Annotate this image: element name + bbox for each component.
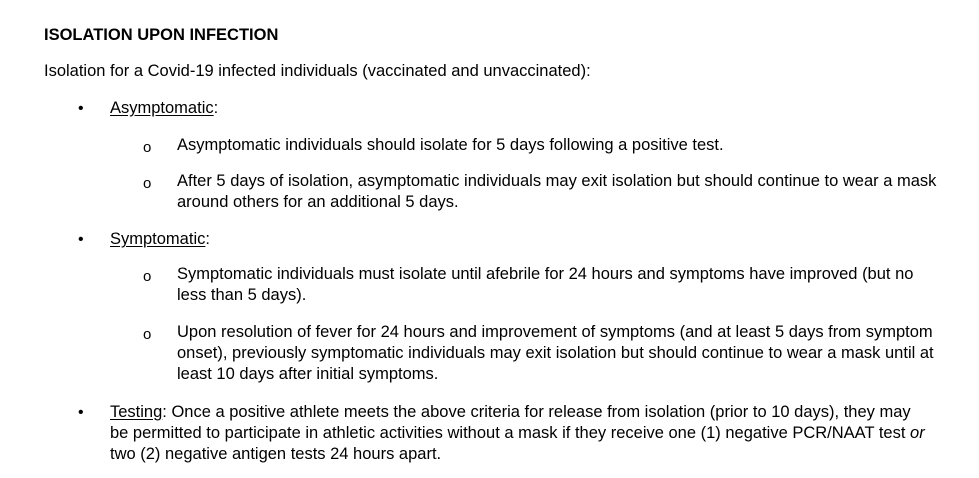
testing-paragraph xyxy=(110,402,930,465)
sub-bullet-marker: o xyxy=(143,139,152,156)
symptomatic-item-2: Upon resolution of fever for 24 hours and improvement of symptoms (and at least 5 days from symptom onset), previously symptomatic individuals may exit isolation but should continue to wear a mask until at least 10 days after initial symptoms. xyxy=(177,323,934,383)
sub-bullet-marker: o xyxy=(143,175,152,192)
heading-colon: : xyxy=(213,99,219,117)
sub-bullet-marker: o xyxy=(143,326,152,343)
intro-paragraph: Isolation for a Covid-19 infected individuals (vaccinated and unvaccinated): xyxy=(44,62,591,80)
section-heading-symptomatic xyxy=(110,229,210,250)
testing-text-before: : Once a positive athlete meets the above criteria for release from isolation (prior to 10 days), they may be permitted to participate in athletic activities without a mask if they receive one (1) negative PCR/NAAT test xyxy=(110,403,911,442)
bullet-asymptomatic: • xyxy=(78,100,84,117)
section-heading-asymptomatic xyxy=(110,98,218,119)
testing-text-italic: or xyxy=(910,424,925,442)
testing-label: Testing xyxy=(110,403,163,421)
bullet-testing: • xyxy=(78,404,84,421)
heading-colon: : xyxy=(205,230,210,248)
bullet-symptomatic: • xyxy=(78,231,84,248)
heading-label: Symptomatic xyxy=(110,230,206,248)
asymptomatic-item-2: After 5 days of isolation, asymptomatic individuals may exit isolation but should continue to wear a mask around others for an additional 5 days. xyxy=(177,172,937,211)
document-title: ISOLATION UPON INFECTION xyxy=(44,26,279,44)
sub-bullet-marker: o xyxy=(143,268,152,285)
testing-text-after: two (2) negative antigen tests 24 hours apart. xyxy=(110,445,442,463)
asymptomatic-item-1: Asymptomatic individuals should isolate for 5 days following a positive test. xyxy=(177,136,724,154)
symptomatic-item-1: Symptomatic individuals must isolate until afebrile for 24 hours and symptoms have improved (but no less than 5 days). xyxy=(177,265,914,304)
heading-label: Asymptomatic xyxy=(110,99,214,117)
